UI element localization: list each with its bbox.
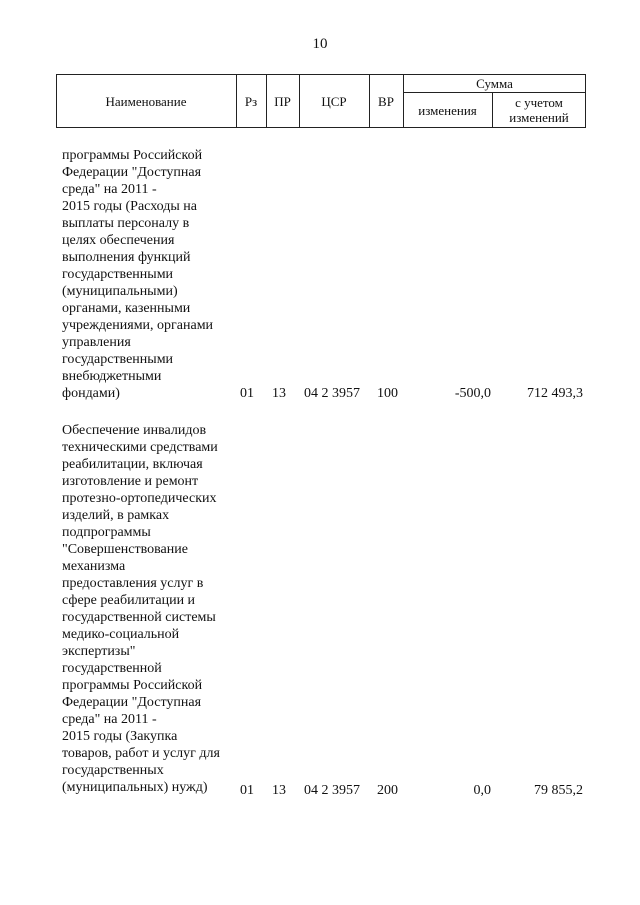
row-total: 79 855,2 [534,783,583,798]
header-sum: Сумма [476,75,513,91]
header-vr: ВР [378,93,394,109]
header-csr: ЦСР [321,93,347,109]
row-name: Обеспечение инвалидов техническими средствами реабилитации, включая изготовление и ремонт протезно-ортопедических изделий, в рамках подпрограммы "Совершенствование механизма предоставления услуг в сфере реабилитации и государственной системы медико-социальной экспертизы" государственной программы Российской Федерации "Доступная среда" на 2011 - 2015 годы (Закупка товаров, работ и услуг для государственных (муниципальных) нужд) [62,423,220,795]
row-vr: 200 [377,783,398,798]
header-name: Наименование [105,93,187,109]
row-csr: 04 2 3957 [304,386,360,401]
row-total: 712 493,3 [527,386,583,401]
row-rz: 01 [240,783,254,798]
row-pr: 13 [272,386,286,401]
table-header [56,74,586,128]
header-with-changes: с учетом изменений [509,95,569,125]
header-change: изменения [418,102,477,118]
header-pr: ПР [274,93,291,109]
page-number: 10 [312,36,328,52]
row-vr: 100 [377,386,398,401]
header-rz: Рз [244,93,258,109]
row-change: -500,0 [454,386,491,401]
row-change: 0,0 [473,783,491,798]
row-rz: 01 [240,386,254,401]
row-pr: 13 [272,783,286,798]
row-csr: 04 2 3957 [304,783,360,798]
row-name: программы Российской Федерации "Доступная среда" на 2011 - 2015 годы (Расходы на выплаты персоналу в целях обеспечения выполнения функций государственными (муниципальными) органами, казенными учреждениями, органами управления государственными внебюджетными фондами) [62,148,214,401]
